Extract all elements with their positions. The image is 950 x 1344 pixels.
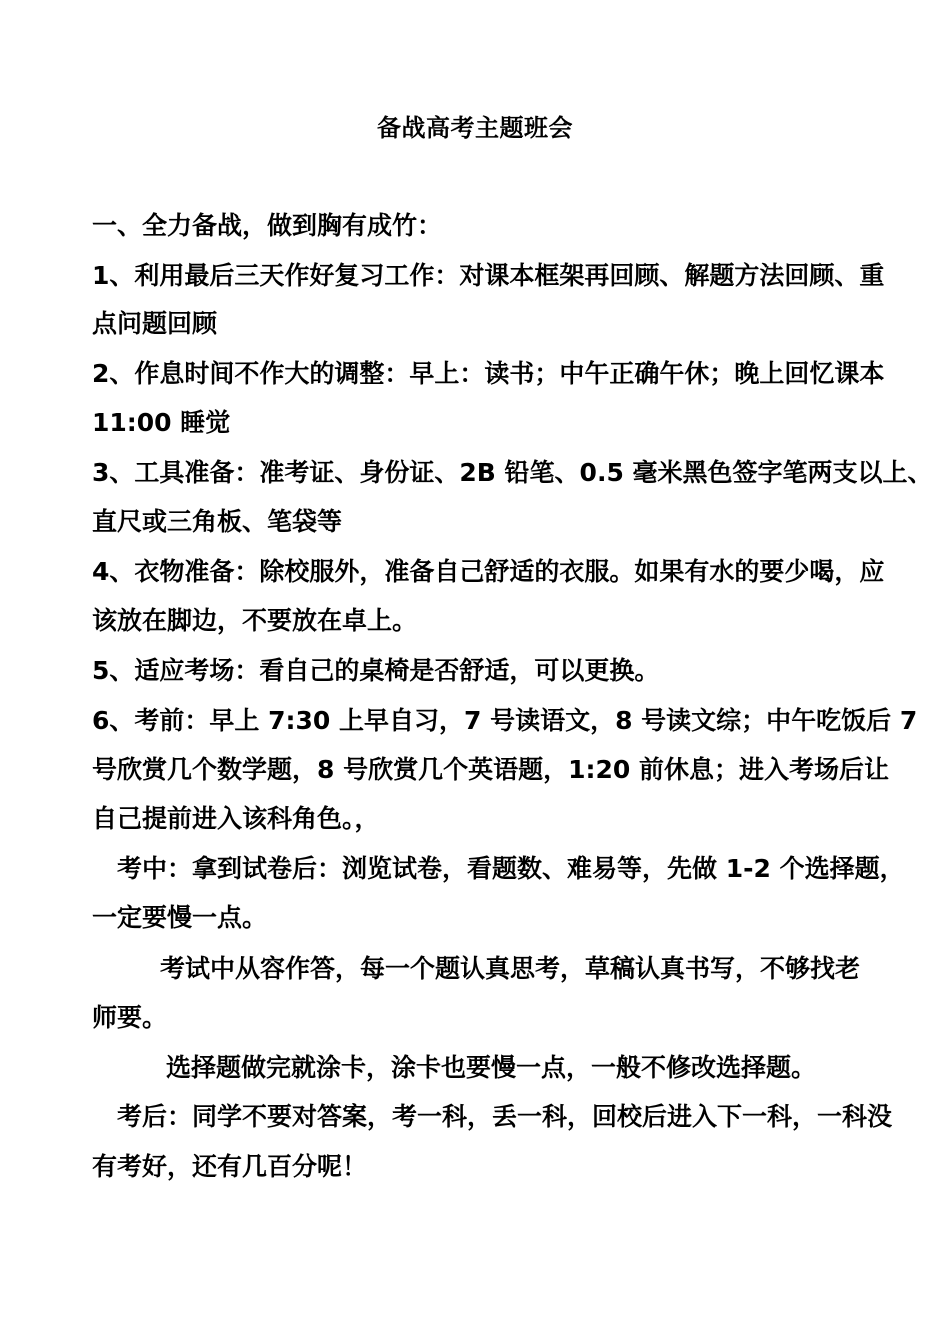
paragraph-line: 自己提前进入该科角色。， <box>92 804 380 833</box>
paragraph-line: 有考好，还有几百分呢！ <box>92 1152 368 1181</box>
paragraph-line: 选择题做完就涂卡，涂卡也要慢一点，一般不修改选择题。 <box>166 1053 817 1082</box>
paragraph-line: 点问题回顾 <box>92 309 218 338</box>
paragraph-line: 6、考前：早上 7:30 上早自习，7 号读语文，8 号读文综；中午吃饭后 7 <box>92 706 918 735</box>
paragraph-line: 5、适应考场：看自己的桌椅是否舒适，可以更换。 <box>92 656 660 685</box>
paragraph-line: 4、衣物准备：除校服外，准备自己舒适的衣服。如果有水的要少喝，应 <box>92 557 885 586</box>
paragraph-line: 该放在脚边，不要放在卓上。 <box>92 606 418 635</box>
paragraph-line: 师要。 <box>92 1003 168 1032</box>
paragraph-line: 1、利用最后三天作好复习工作：对课本框架再回顾、解题方法回顾、重 <box>92 261 885 290</box>
paragraph-line: 考中：拿到试卷后：浏览试卷，看题数、难易等，先做 1-2 个选择题， <box>117 854 905 883</box>
paragraph-line: 直尺或三角板、笔袋等 <box>92 507 343 536</box>
paragraph-line: 考试中从容作答，每一个题认真思考，草稿认真书写，不够找老 <box>160 954 861 983</box>
paragraph-line: 考后：同学不要对答案，考一科，丢一科，回校后进入下一科，一科没 <box>117 1102 893 1131</box>
paragraph-line: 号欣赏几个数学题，8 号欣赏几个英语题，1:20 前休息；进入考场后让 <box>92 755 889 784</box>
paragraph-line: 一定要慢一点。 <box>92 903 268 932</box>
paragraph-line: 3、工具准备：准考证、身份证、2B 铅笔、0.5 毫米黑色签字笔两支以上、 <box>92 458 933 487</box>
document-title: 备战高考主题班会 <box>377 114 573 142</box>
paragraph-line: 11:00 睡觉 <box>92 408 231 437</box>
section-heading: 一、全力备战，做到胸有成竹： <box>92 211 443 240</box>
paragraph-line: 2、作息时间不作大的调整：早上：读书；中午正确午休；晚上回忆课本 <box>92 359 885 388</box>
